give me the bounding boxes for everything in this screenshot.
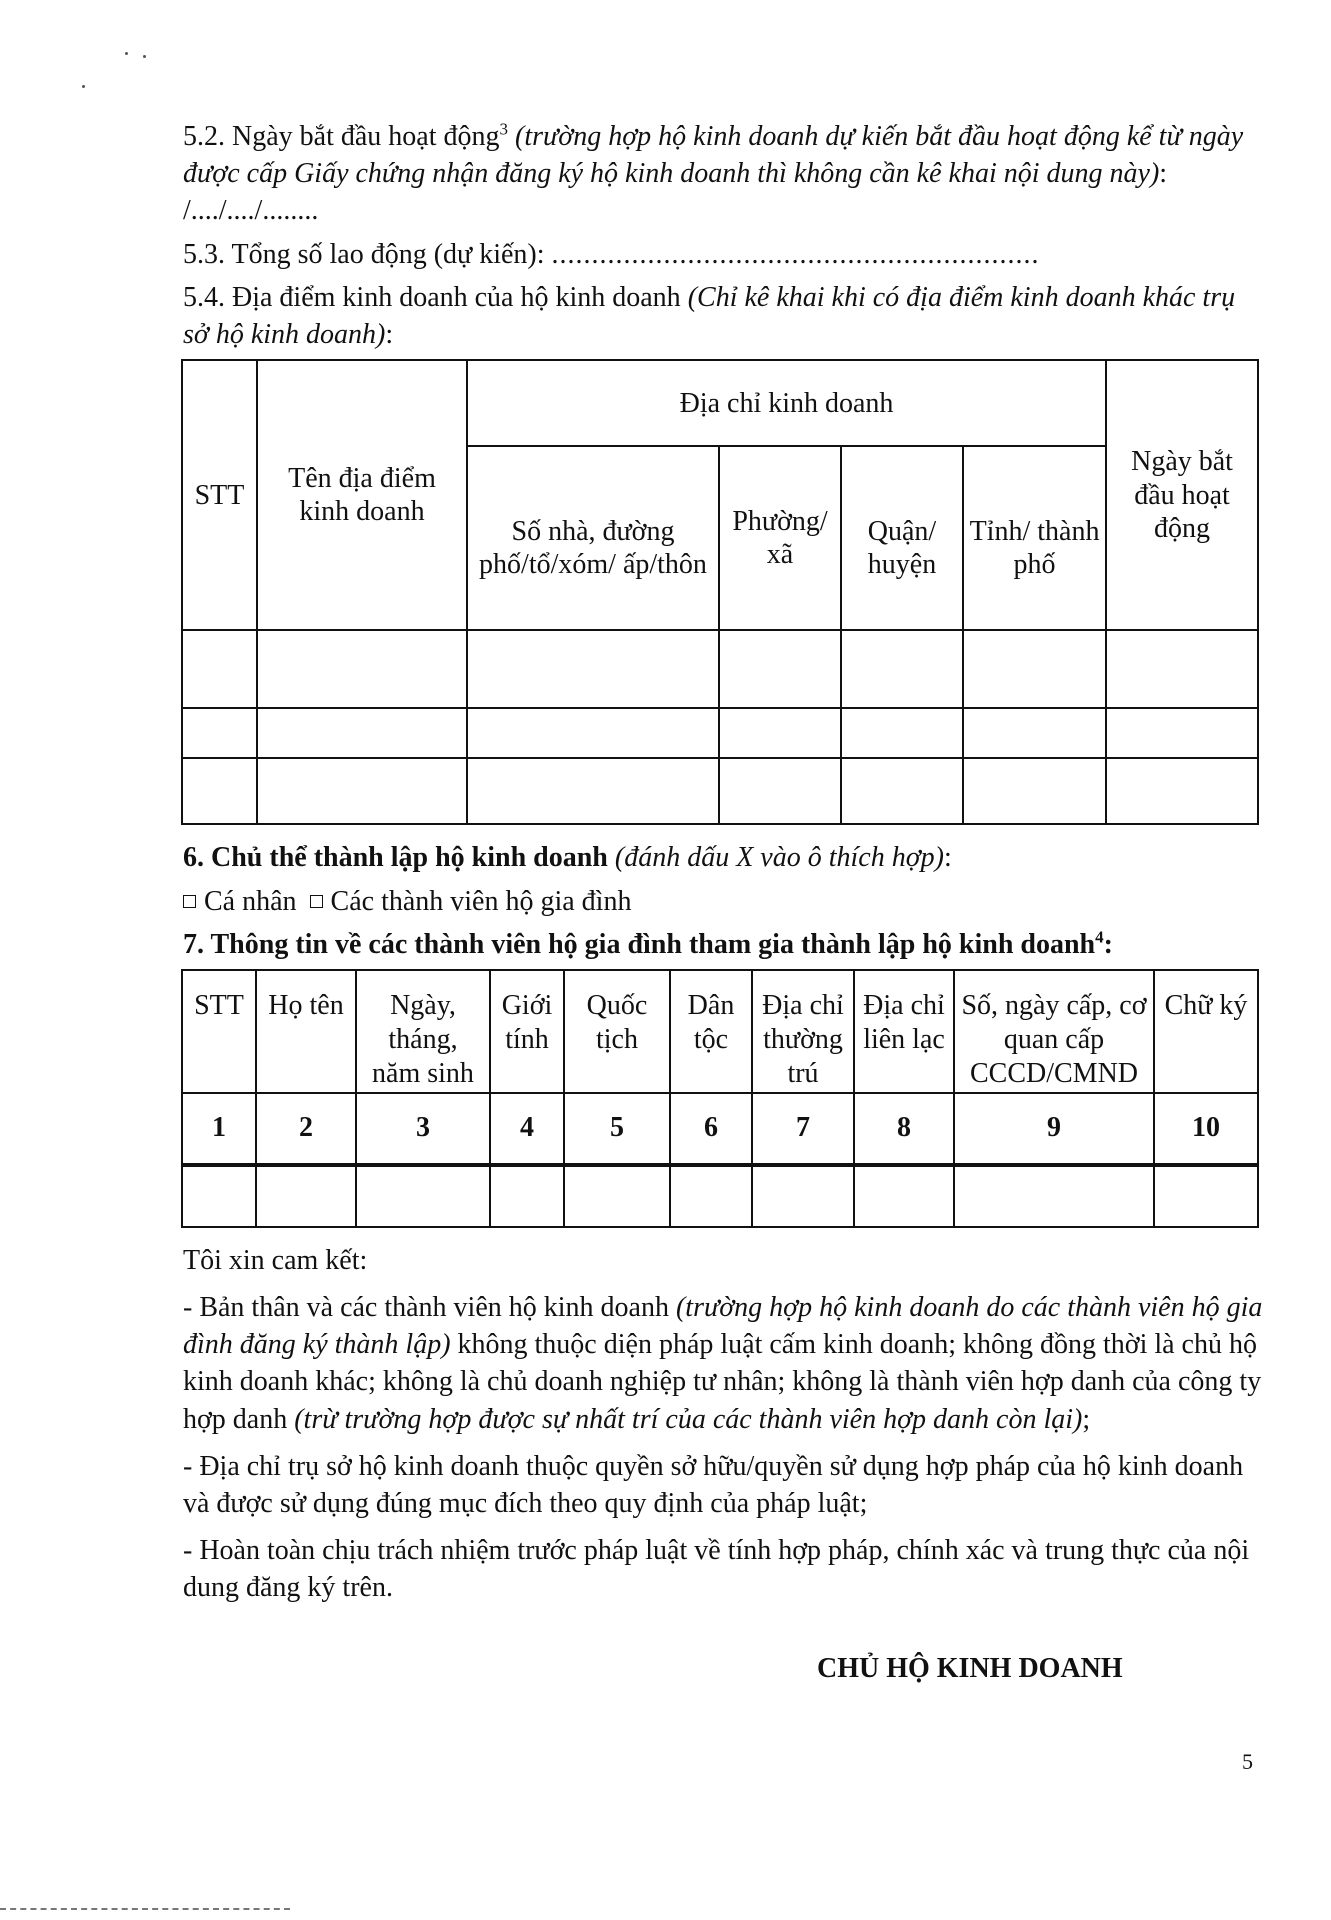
table-row [182,708,1258,758]
document-page [183,118,1263,1607]
member-col-header: Chữ ký [1154,970,1258,1092]
commitment-item-3: - Hoàn toàn chịu trách nhiệm trước pháp luật về tính hợp pháp, chính xác và trung thực của nội dung đăng ký trên. [183,1535,1250,1604]
member-col-number: 10 [1154,1093,1258,1165]
member-col-number: 8 [854,1093,954,1165]
section-5-3: 5.3. Tổng số lao động (dự kiến): ............................................................. [183,238,1040,270]
signature-title: CHỦ HỘ KINH DOANH [817,1653,1123,1684]
business-location-table [181,359,1259,825]
member-col-header: Họ tên [256,970,356,1092]
member-col-number: 4 [490,1093,564,1165]
scan-speck [143,55,146,58]
col-ward: Phường/ xã [719,446,841,630]
scan-speck [125,52,128,55]
commitment-item-1: - Bản thân và các thành viên hộ kinh doanh (trường hợp hộ kinh doanh do các thành viên hộ gia đình đăng ký thành lập) không thuộc diện pháp luật cấm kinh doanh; không đồng thời là chủ hộ kinh doanh khác; không là chủ doanh nghiệp tư nhân; không là thành viên hợp danh của công ty hợp danh (trừ trường hợp được sự nhất trí của các thành viên hợp danh còn lại); [183,1291,1263,1435]
section-5-2: 5.2. Ngày bắt đầu hoạt động$^3$ (trường hợp hộ kinh doanh dự kiến bắt đầu hoạt động kể từ ngày được cấp Giấy chứng nhận đăng ký hộ kinh doanh thì không cần kê khai nội dung này): /..../..../........ [183,119,1244,227]
page-number: 5 [1242,1749,1253,1774]
member-col-header: Ngày, tháng, năm sinh [356,970,490,1092]
section-6: 6. Chủ thể thành lập hộ kinh doanh (đánh dấu X vào ô thích hợp): [183,842,952,874]
col-business-address: Địa chỉ kinh doanh [467,360,1106,446]
table-row [182,758,1258,824]
member-col-header: Giới tính [490,970,564,1092]
checkbox-individual[interactable] [183,895,196,908]
member-col-number: 3 [356,1093,490,1165]
header-row [182,970,1258,1092]
household-members-table [181,969,1259,1227]
section-5-4: 5.4. Địa điểm kinh doanh của hộ kinh doanh (Chỉ kê khai khi có địa điểm kinh doanh khác trụ sở hộ kinh doanh): [183,281,1236,351]
member-col-header: Quốc tịch [564,970,670,1092]
section-7: 7. Thông tin về các thành viên hộ gia đình tham gia thành lập hộ kinh doanh$^4$: [183,927,1113,960]
scan-speck [82,85,85,88]
commitment-item-2: - Địa chỉ trụ sở hộ kinh doanh thuộc quyền sở hữu/quyền sử dụng hợp pháp của hộ kinh doanh và được sử dụng đúng mục đích theo quy định của pháp luật; [183,1450,1244,1519]
member-col-header: Địa chỉ liên lạc [854,970,954,1092]
commitment-intro: Tôi xin cam kết: [183,1244,368,1276]
section-6-options: Cá nhân Các thành viên hộ gia đình [183,883,1263,920]
col-province: Tỉnh/ thành phố [963,446,1106,630]
col-location-name: Tên địa điểm kinh doanh [257,360,467,630]
checkbox-household[interactable] [310,895,323,908]
col-street: Số nhà, đường phố/tổ/xóm/ ấp/thôn [467,446,719,630]
col-stt: STT [182,360,257,630]
member-col-number: 1 [182,1093,256,1165]
member-col-number: 2 [256,1093,356,1165]
table-row [182,630,1258,708]
table-row [182,1165,1258,1227]
scan-edge-line [0,1908,290,1910]
col-start-date: Ngày bắt đầu hoạt động [1106,360,1258,630]
member-col-header: Số, ngày cấp, cơ quan cấp CCCD/CMND [954,970,1154,1092]
member-col-number: 7 [752,1093,854,1165]
member-col-number: 9 [954,1093,1154,1165]
member-col-header: Địa chỉ thường trú [752,970,854,1092]
member-col-header: Dân tộc [670,970,752,1092]
member-col-number: 5 [564,1093,670,1165]
member-col-header: STT [182,970,256,1092]
member-col-number: 6 [670,1093,752,1165]
number-row [182,1093,1258,1165]
col-district: Quận/ huyện [841,446,963,630]
